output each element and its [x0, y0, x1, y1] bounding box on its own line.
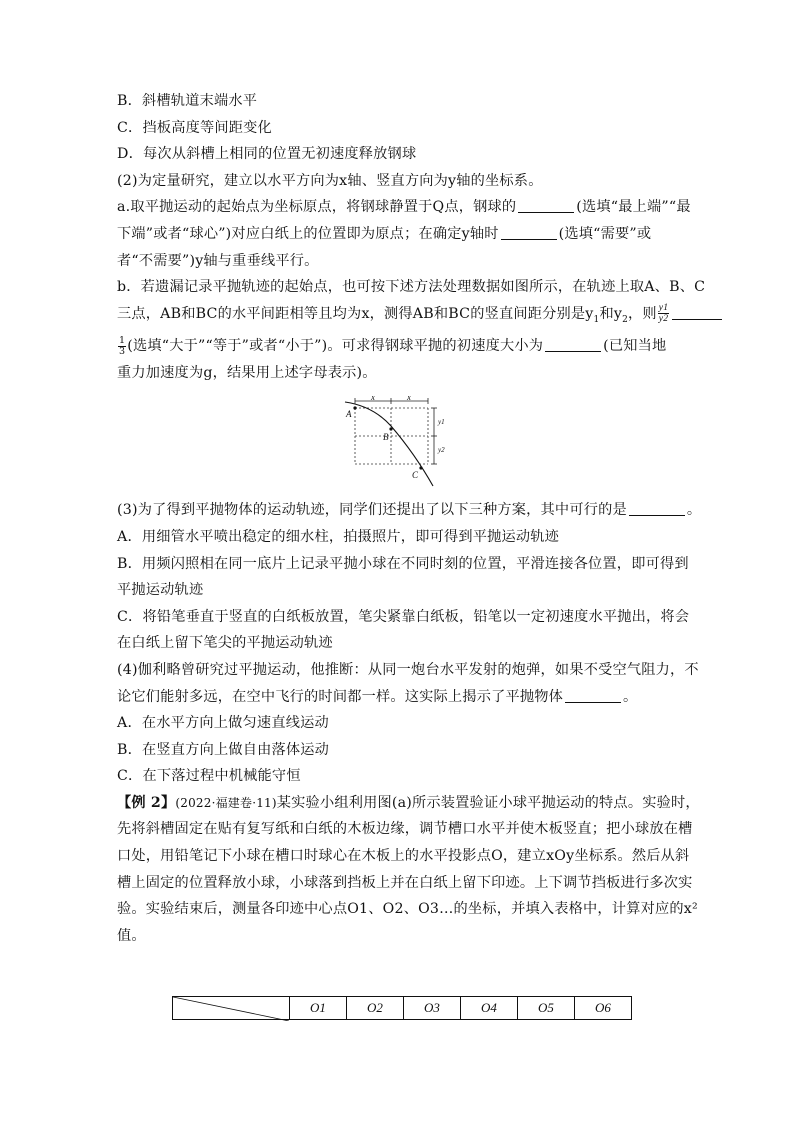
- answer-blank[interactable]: [565, 686, 621, 703]
- question-2a-line2: 下端”或者“球心”)对应白纸上的位置即为原点；在确定y轴时 (选填“需要”或: [117, 221, 687, 248]
- document-body: [117, 88, 706, 949]
- q3-option-c-line2: 在白纸上留下笔尖的平抛运动轨迹: [117, 635, 333, 652]
- diagonal-header-cell: [173, 997, 290, 1020]
- question-2a-line1: a.取平抛运动的起始点为坐标原点，将钢球静置于Q点，钢球的 (选填“最上端”“最: [117, 194, 687, 221]
- q3-option-a: A．用细管水平喷出稳定的细水柱，拍摄照片，即可得到平抛运动轨迹: [117, 528, 560, 545]
- data-table: [172, 996, 632, 1020]
- question-2b-line2: 三点，AB和BC的水平间距相等且均为x，测得AB和BC的竖直间距分别是$y_1$和$y_2$，则 $\frac{y1}{y2}$: [117, 301, 687, 333]
- question-2b-line1: b．若遗漏记录平抛轨迹的起始点，也可按下述方法处理数据如图所示，在轨迹上取A、B、C: [117, 279, 706, 296]
- column-header: O3: [404, 997, 461, 1020]
- example-2-line1: 【例 2】(2022·福建卷·11)某实验小组利用图(a)所示装置验证小球平抛运动的特点。实验时，: [117, 794, 700, 811]
- column-header: O4: [461, 997, 518, 1020]
- example-2-line5: 验。实验结束后，测量各印迹中心点O1、O2、O3…的坐标，并填入表格中，计算对应的x²: [117, 901, 698, 918]
- question-2: (2)为定量研究，建立以水平方向为x轴、竖直方向为y轴的坐标系。: [117, 172, 543, 189]
- question-2b-line4: 重力加速度为g，结果用上述字母表示)。: [117, 364, 377, 381]
- ratio-fraction: $\frac{y1}{y2}$: [658, 303, 669, 325]
- answer-blank[interactable]: [629, 499, 685, 516]
- example-2-line3: 口处，用铅笔记下小球在槽口时球心在木板上的水平投影点O，建立xOy坐标系。然后从斜: [117, 848, 690, 865]
- answer-blank[interactable]: [518, 196, 574, 213]
- q3-option-b-line2: 平抛运动轨迹: [117, 582, 204, 599]
- trajectory-diagram: [343, 396, 463, 491]
- point-b-label: B: [383, 432, 389, 443]
- point-a-label: A: [346, 409, 352, 420]
- answer-blank[interactable]: [545, 335, 601, 352]
- example-label: 【例 2】: [117, 794, 176, 811]
- option-b: B．斜槽轨道末端水平: [117, 93, 258, 109]
- answer-blank[interactable]: [672, 303, 722, 320]
- example-2-line4: 槽上固定的位置释放小球，小球落到挡板上并在白纸上留下印迹。上下调节挡板进行多次实: [117, 874, 693, 891]
- source-tag: (2022·福建卷·11): [175, 795, 277, 810]
- column-header: O6: [575, 997, 632, 1020]
- example-2-line2: 先将斜槽固定在贴有复写纸和白纸的木板边缘，调节槽口水平并使木板竖直；把小球放在槽: [117, 821, 693, 838]
- y2-label: y2: [438, 446, 445, 455]
- column-header: O2: [347, 997, 404, 1020]
- question-2b-line3: $\frac{1}{3}$ (选填“大于”“等于”或者“小于”)。可求得钢球平抛的初速度大小为 (已知当地: [119, 334, 667, 357]
- question-2a-line3: 者“不需要”)y轴与重垂线平行。: [117, 252, 319, 269]
- point-c-label: C: [412, 470, 419, 481]
- option-d: D．每次从斜槽上相同的位置无初速度释放钢球: [117, 146, 417, 163]
- question-4-line1: (4)伽利略曾研究过平抛运动，他推断：从同一炮台水平发射的炮弹，如果不受空气阻力，不: [117, 661, 699, 678]
- trajectory-figure: [117, 396, 687, 491]
- q3-option-b-line1: B．用频闪照相在同一底片上记录平抛小球在不同时刻的位置，平滑连接各位置，即可得到: [117, 555, 689, 572]
- column-header: O5: [518, 997, 575, 1020]
- example-2-line6: 值。: [117, 927, 146, 944]
- question-4-line2: 论它们能射多远，在空中飞行的时间都一样。这实际上揭示了平抛物体 。: [117, 684, 687, 711]
- x-label: x: [407, 396, 411, 403]
- column-header: O1: [290, 997, 347, 1020]
- x-label: x: [371, 396, 375, 403]
- answer-blank[interactable]: [501, 223, 557, 240]
- q4-option-c: C．在下落过程中机械能守恒: [117, 768, 301, 785]
- option-c: C．挡板高度等间距变化: [117, 119, 272, 136]
- q3-option-c-line1: C．将铅笔垂直于竖直的白纸板放置，笔尖紧靠白纸板，铅笔以一定初速度水平抛出，将会: [117, 608, 690, 625]
- question-3: (3)为了得到平抛物体的运动轨迹，同学们还提出了以下三种方案，其中可行的是 。: [117, 497, 687, 524]
- y1-label: y1: [438, 418, 445, 427]
- q4-option-b: B．在竖直方向上做自由落体运动: [117, 741, 330, 758]
- one-third-fraction: $\frac{1}{3}$: [119, 334, 126, 357]
- q4-option-a: A．在水平方向上做匀速直线运动: [117, 715, 329, 732]
- table-header-row: [173, 997, 632, 1020]
